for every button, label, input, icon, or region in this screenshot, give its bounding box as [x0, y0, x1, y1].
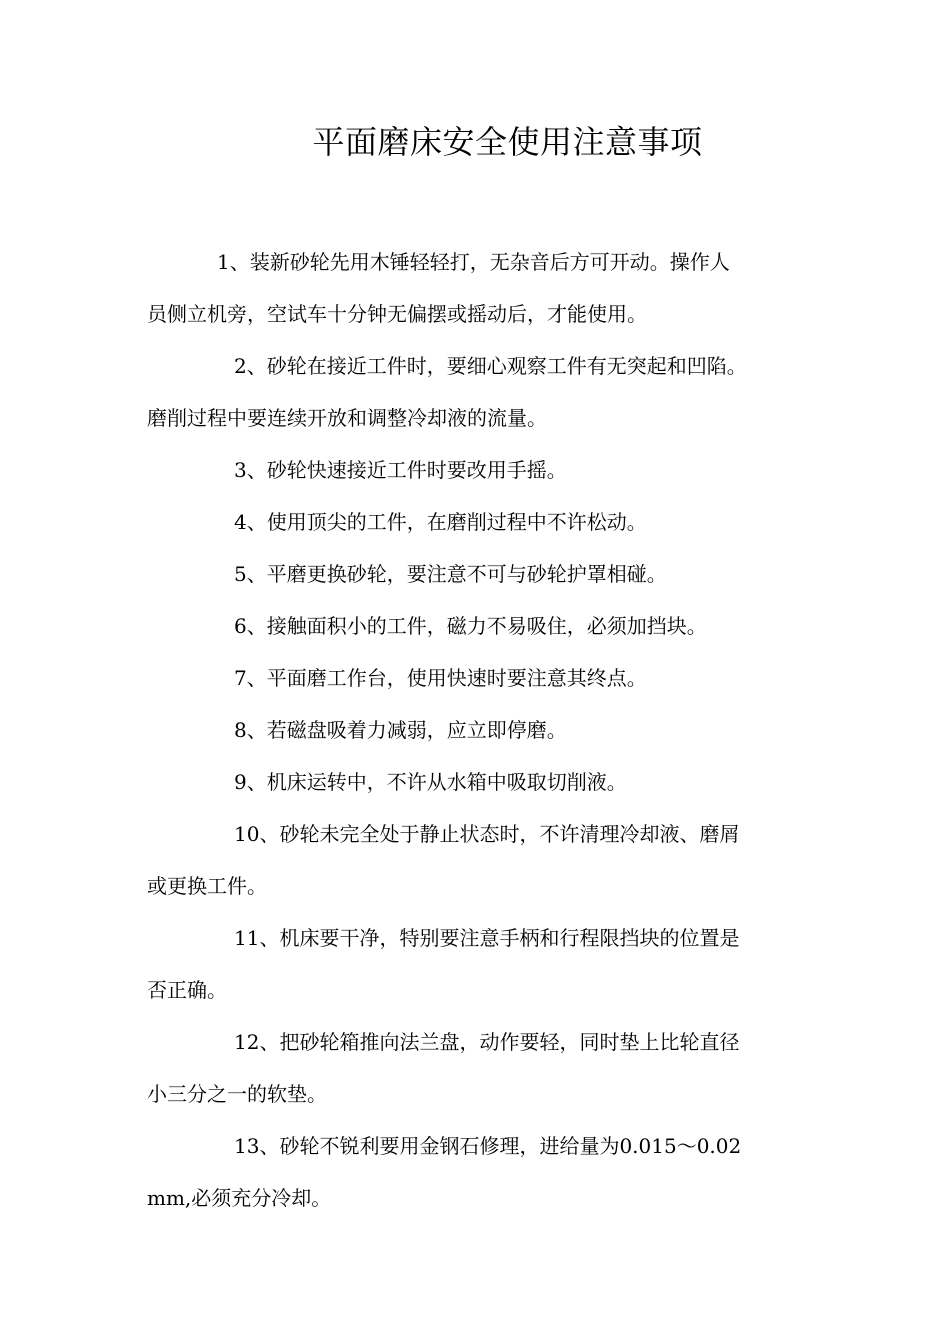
item-1-line-1: 1、装新砂轮先用木锤轻轻打，无杂音后方可开动。操作人 [217, 250, 730, 274]
list-item-12 [147, 1016, 797, 1120]
item-2-line-2: 磨削过程中要连续开放和调整冷却液的流量。 [147, 406, 547, 430]
item-1-line-2: 员侧立机旁，空试车十分钟无偏摆或摇动后，才能使用。 [147, 302, 647, 326]
item-5-line-1: 5、平磨更换砂轮，要注意不可与砂轮护罩相碰。 [234, 562, 667, 586]
item-12-line-1: 12、把砂轮箱推向法兰盘，动作要轻，同时垫上比轮直径 [234, 1030, 740, 1054]
item-13-line-2: mm,必须充分冷却。 [147, 1186, 332, 1210]
list-item-9 [147, 756, 797, 808]
list-item-6 [147, 600, 797, 652]
document-title: 平面磨床安全使用注意事项 [312, 123, 703, 161]
item-3-line-1: 3、砂轮快速接近工件时要改用手摇。 [234, 458, 567, 482]
list-item-4 [147, 496, 797, 548]
list-item-1 [147, 236, 797, 340]
item-12-line-2: 小三分之一的软垫。 [147, 1082, 327, 1106]
item-11-line-2: 否正确。 [147, 978, 227, 1002]
list-item-13 [147, 1120, 797, 1224]
list-item-7 [147, 652, 797, 704]
item-6-line-1: 6、接触面积小的工件，磁力不易吸住，必须加挡块。 [234, 614, 707, 638]
item-13-line-1: 13、砂轮不锐利要用金钢石修理，进给量为0.015～0.02 [234, 1134, 742, 1158]
item-2-line-1: 2、砂轮在接近工件时，要细心观察工件有无突起和凹陷。 [234, 354, 747, 378]
item-7-line-1: 7、平面磨工作台，使用快速时要注意其终点。 [234, 666, 647, 690]
item-11-line-1: 11、机床要干净，特别要注意手柄和行程限挡块的位置是 [234, 926, 740, 950]
list-item-8 [147, 704, 797, 756]
item-9-line-1: 9、机床运转中，不许从水箱中吸取切削液。 [234, 770, 627, 794]
list-item-3 [147, 444, 797, 496]
list-item-2 [147, 340, 797, 444]
list-item-5 [147, 548, 797, 600]
item-10-line-2: 或更换工件。 [147, 874, 267, 898]
list-item-11 [147, 912, 797, 1016]
item-10-line-1: 10、砂轮未完全处于静止状态时，不许清理冷却液、磨屑 [234, 822, 740, 846]
item-4-line-1: 4、使用顶尖的工件，在磨削过程中不许松动。 [234, 510, 647, 534]
document-body [147, 236, 797, 1224]
list-item-10 [147, 808, 797, 912]
item-8-line-1: 8、若磁盘吸着力减弱，应立即停磨。 [234, 718, 567, 742]
